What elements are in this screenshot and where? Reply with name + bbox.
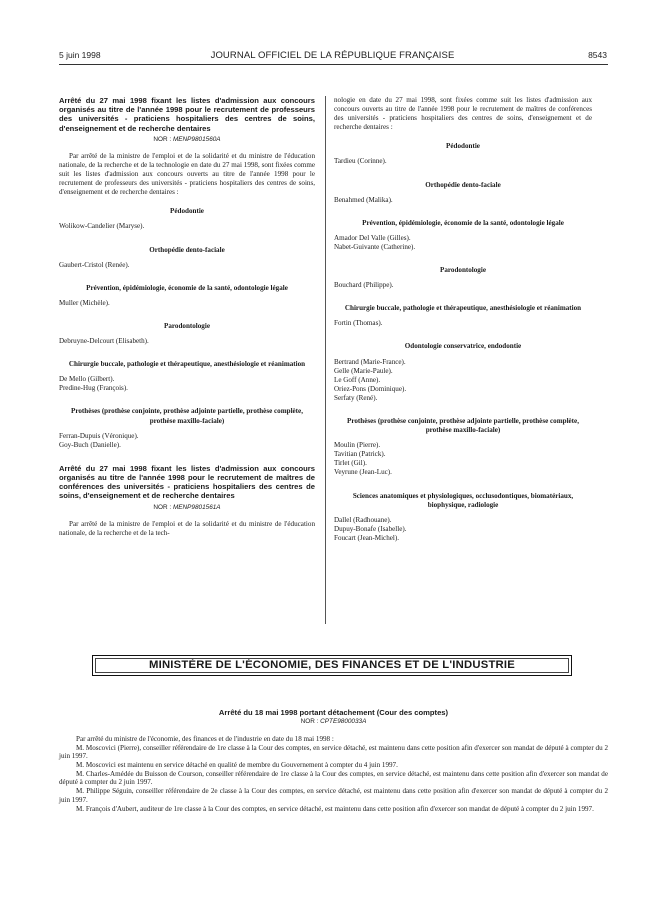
section-title: Pédodontie — [170, 207, 204, 216]
header-rule — [59, 64, 608, 65]
list-item: De Mello (Gilbert). — [59, 375, 115, 384]
list-item: Predine-Hug (François). — [59, 384, 128, 393]
arrete-2-title: Arrêté du 27 mai 1998 fixant les listes d'admission aux concours organisés au titre de l'année 1998 pour le recrutement de maîtres de conférences des universités - praticiens hospitaliers des centres de soins, d'enseignement et de recherche dentaires — [59, 463, 315, 501]
nor-label: NOR : — [153, 503, 172, 511]
paragraph: M. Moscovici (Pierre), conseiller référendaire de 1re classe à la Cour des comptes, en service détaché, est maintenu dans cette position afin d'exercer son mandat de député à compter du 2 juin 1997. — [59, 743, 608, 761]
nor-label: NOR : — [153, 135, 172, 143]
list-item: Moulin (Pierre). — [334, 441, 381, 450]
list-item: Amador Del Valle (Gilles). — [334, 233, 411, 242]
list-item: Serfaty (René). — [334, 393, 378, 402]
paragraph: M. Moscovici est maintenu en service détaché en qualité de membre du Gouvernement à compter du 4 juin 1997. — [76, 761, 398, 770]
list-item: Tirlet (Gil). — [334, 459, 367, 468]
left-column — [59, 96, 315, 548]
paragraph: Par arrêté du ministre de l'économie, des finances et de l'industrie en date du 18 mai 1998 : — [76, 734, 334, 743]
arrete-2-intro-continued: nologie en date du 27 mai 1998, sont fixées comme suit les listes d'admission aux concours ouverts au titre de l'année 1998 pour le recrutement de maîtres de conférences des universités - praticiens hospitaliers des centres de soins, d'enseignement et de recherche dentaires : — [334, 96, 592, 132]
list-item: Le Goff (Anne). — [334, 375, 381, 384]
arrete-2-intro-start: Par arrêté de la ministre de l'emploi et de la solidarité et du ministre de l'éducation nationale, de la recherche et de la tech- — [59, 519, 315, 537]
list-item: Bertrand (Marie-France). — [334, 357, 406, 366]
list-item: Veyrune (Jean-Luc). — [334, 468, 392, 477]
section-title: Sciences anatomiques et physiologiques, occlusodontiques, biomatériaux, biophysique, radiologie — [352, 491, 574, 509]
arrete-1-nor — [59, 135, 315, 144]
list-item: Tavitian (Patrick). — [334, 450, 386, 459]
nor-code: CPTE9800033A — [320, 718, 367, 726]
list-item: Tardieu (Corinne). — [334, 157, 387, 166]
section-title: Parodontologie — [440, 266, 486, 275]
list-item: Wolikow-Candelier (Maryse). — [59, 222, 145, 231]
nor-code: MENP9801561A — [172, 503, 221, 511]
list-item: Oriez-Pons (Dominique). — [334, 384, 407, 393]
names-list — [59, 261, 315, 270]
section-title: Parodontologie — [164, 321, 210, 330]
list-item: Muller (Michèle). — [59, 298, 110, 307]
section-title: Orthopédie dento-faciale — [149, 245, 225, 254]
list-item: Gaubert-Cristol (Renée). — [59, 260, 130, 269]
right-column — [334, 96, 592, 557]
names-list — [334, 281, 592, 290]
column-divider — [325, 96, 326, 624]
list-item: Nabet-Guivante (Catherine). — [334, 242, 416, 251]
arrete-2-nor — [59, 503, 315, 512]
section-title: Prothèses (prothèse conjointe, prothèse adjointe partielle, prothèse complète, prothèse maxillo-faciale) — [347, 416, 579, 435]
paragraph: M. Philippe Séguin, conseiller référendaire de 2e classe à la Cour des comptes, en service détaché, est maintenu dans cette position afin d'exercer son mandat de député à compter du 2 juin 1997. — [59, 787, 608, 804]
names-list — [334, 157, 592, 166]
list-item: Dupuy-Bonafe (Isabelle). — [334, 524, 407, 533]
names-list — [334, 319, 592, 328]
names-list — [334, 196, 592, 205]
arrete-1-title: Arrêté du 27 mai 1998 fixant les listes d'admission aux concours organisés au titre de l'année 1998 pour le recrutement de professeurs des universités - praticiens hospitaliers des centres de soins, d'enseignement et de recherche dentaires — [59, 96, 315, 133]
list-item: Gelle (Marie-Paule). — [334, 366, 393, 375]
section-title: Chirurgie buccale, pathologie et thérapeutique, anesthésiologie et réanimation — [344, 304, 582, 313]
arrete-1-intro: Par arrêté de la ministre de l'emploi et de la solidarité et du ministre de l'éducation nationale, de la recherche et de la technologie en date du 27 mai 1998, sont fixées comme suit les listes d'admission aux concours ouverts au titre de l'année 1998 pour le recrutement de professeurs des universités - praticiens hospitaliers des centres de soins, d'enseignement et de recherche dentaires : — [59, 151, 315, 197]
section-title: Prothèses (prothèse conjointe, prothèse adjointe partielle, prothèse complète, prothèse maxillo-faciale) — [71, 407, 303, 425]
list-item: Ferran-Dupuis (Véronique). — [59, 431, 139, 440]
names-list — [334, 441, 592, 477]
names-list — [334, 358, 592, 403]
paragraph: M. François d'Aubert, auditeur de 1re classe à la Cour des comptes, en service détaché, est maintenu dans cette position afin d'exercer son mandat de député à compter du 2 juin 1997. — [76, 804, 594, 813]
list-item: Benahmed (Malika). — [334, 195, 393, 204]
names-list — [59, 299, 315, 308]
names-list — [334, 234, 592, 252]
section-title: Prévention, épidémiologie, économie de la santé, odontologie légale — [362, 218, 564, 227]
section-title: Prévention, épidémiologie, économie de la santé, odontologie légale — [86, 283, 288, 292]
list-item: Foucart (Jean-Michel). — [334, 533, 400, 542]
section-title: Chirurgie buccale, pathologie et thérapeutique, anesthésiologie et réanimation — [68, 360, 306, 369]
section-title: Pédodontie — [446, 142, 480, 151]
names-list — [59, 375, 315, 393]
arrete-3-nor — [59, 718, 608, 727]
header-page-number: 8543 — [588, 50, 607, 60]
header-date: 5 juin 1998 — [59, 50, 101, 60]
section-title: Orthopédie dento-faciale — [425, 180, 501, 189]
section-title: Odontologie conservatrice, endodontie — [404, 342, 522, 351]
list-item: Fortin (Thomas). — [334, 319, 383, 328]
nor-label: NOR : — [300, 718, 319, 726]
names-list — [59, 432, 315, 450]
names-list — [59, 337, 315, 346]
names-list — [59, 222, 315, 231]
nor-code: MENP9801560A — [172, 135, 221, 143]
paragraph: M. Charles-Amédée du Buisson de Courson, conseiller référendaire de 1re classe à la Cour des comptes, en service détaché, est maintenu dans cette position afin d'exercer son mandat de député à compter du 2 juin 1997. — [59, 769, 608, 787]
list-item: Debruyne-Delcourt (Elisabeth). — [59, 337, 149, 346]
list-item: Goy-Buch (Danielle). — [59, 440, 121, 449]
arrete-3-title: Arrêté du 18 mai 1998 portant détachement (Cour des comptes) — [218, 708, 449, 717]
names-list — [334, 516, 592, 543]
header-journal-title: JOURNAL OFFICIEL DE LA RÉPUBLIQUE FRANÇAISE — [210, 50, 455, 61]
arrete-3-block — [59, 708, 608, 813]
list-item: Bouchard (Philippe). — [334, 281, 394, 290]
list-item: Dallel (Radhouane). — [334, 515, 392, 524]
ministry-banner: MINISTÈRE DE L'ÉCONOMIE, DES FINANCES ET DE L'INDUSTRIE — [92, 655, 572, 676]
